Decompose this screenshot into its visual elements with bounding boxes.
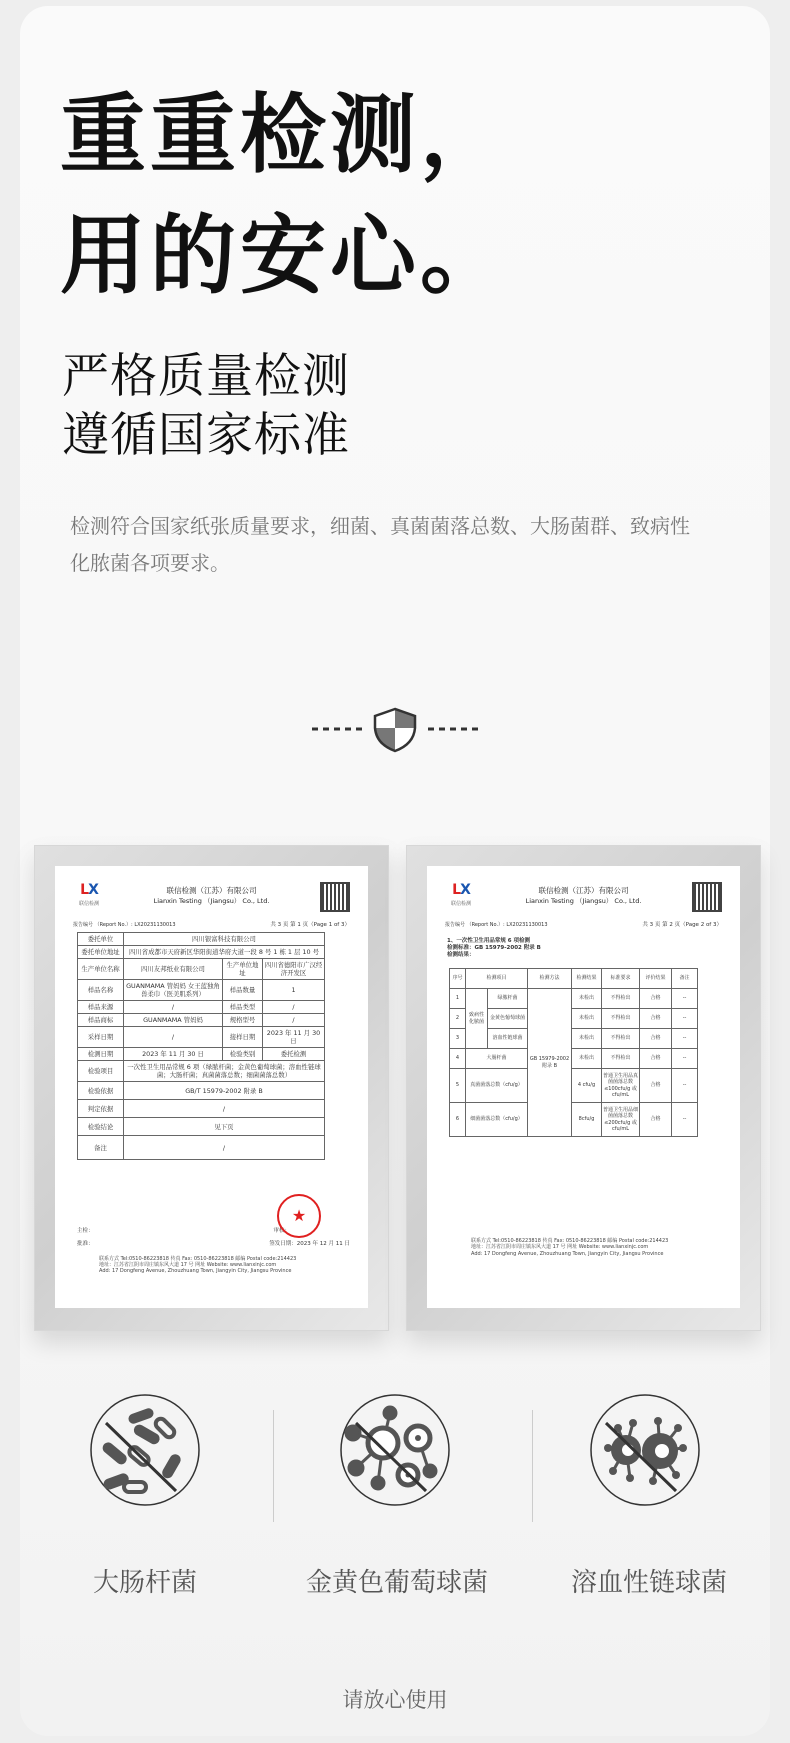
table-cell: / (262, 1014, 324, 1027)
table-row (450, 1103, 698, 1137)
table-cell: 溶血性链球菌 (488, 1029, 528, 1049)
table-row (450, 1069, 698, 1103)
table-cell: 4 cfu/g (572, 1069, 602, 1103)
official-seal: ★ (277, 1194, 321, 1238)
table-cell: 规格型号 (222, 1014, 262, 1027)
report-table (77, 932, 325, 1160)
table-row (450, 1009, 698, 1029)
table-row (78, 959, 325, 980)
table-cell: 合格 (640, 1069, 672, 1103)
table-cell: 合格 (640, 1009, 672, 1029)
table-cell: 2023 年 11 月 30 日 (124, 1048, 223, 1061)
table-cell: 2023 年 11 月 30 日 (262, 1027, 324, 1048)
table-cell: / (262, 1001, 324, 1014)
table-cell: 检测日期 (78, 1048, 124, 1061)
table-cell: 一次性卫生用品常规 6 项（绿脓杆菌；金黄色葡萄球菌；溶血性链球菌；大肠杆菌；真菌菌落总数；细菌菌落总数） (124, 1061, 325, 1082)
table-cell: -- (672, 1009, 698, 1029)
table-row (78, 1014, 325, 1027)
table-cell: 未检出 (572, 1009, 602, 1029)
table-cell: -- (672, 1029, 698, 1049)
table-cell: 样品商标 (78, 1014, 124, 1027)
table-cell: -- (672, 989, 698, 1009)
table-row (78, 1136, 325, 1160)
table-cell: 5 (450, 1069, 466, 1103)
table-cell: GUANMAMA 管妈妈 (124, 1014, 223, 1027)
qr-code-icon (692, 882, 722, 912)
table-cell: / (124, 1027, 223, 1048)
table-cell: 不得检出 (602, 1029, 640, 1049)
description: 检测符合国家纸张质量要求，细菌、真菌菌落总数、大肠菌群、致病性化脓菌各项要求。 (70, 514, 690, 575)
table-cell: 不得检出 (602, 989, 640, 1009)
table-cell: 普通卫生用品细菌菌落总数≤200cfu/g 或 cfu/mL (602, 1103, 640, 1137)
certificate-page-2: LX 联信检测 联信检测（江苏）有限公司 Lianxin Testing （Jiangsu） Co., Ltd. 报告编号 （Report No.）: LX20231130013 共 3 页 第 2 页（Page 2 of 3） 1、一次性卫生用品常规 6 项检测 检测标准：GB 15979-2002 附录 B 检测结果： 序号 检测项目 检测方法 检测结果 标准要求 评价结果 备注 1 致病性化脓菌 绿脓杆菌 GB 15979-2002 附录 B 未检出 不得检出 合格 -- 2 金黄色葡萄球菌 未检出 不得检出 合格 -- 3 溶血性链球菌 未检出 不得检出 合格 -- 4 大肠杆菌 未检出 不得检出 合格 -- 5 真菌菌落总数（cfu/g） 4 cfu/g 普通卫生用品真菌菌落总数≤100cfu/g 或 cfu/mL 合格 -- 6 细菌菌落总数（cfu/g） 8cfu/g 普通卫生用品细菌菌落总数≤200cfu/g 或 cfu/mL 合格 -- 联系方式 Tel:0510-86223818 传真 Fax: 0510-86223818 邮编 Postal code:214423 地址：江苏省江阴市周庄镇东风大道 17 号 网址 Website: www.lianxinjc.com Add: 17 Dongfeng Avenue, Zhouzhuang Town, Jiangyin City, Jiangsu Province (406, 845, 761, 1331)
bacteria-label: 大肠杆菌 (92, 1568, 197, 1598)
footer-text: 请放心使用 (342, 1688, 448, 1712)
table-cell: 绿脓杆菌 (488, 989, 528, 1009)
table-cell: 不得检出 (602, 1049, 640, 1069)
table-cell: 检验类别 (222, 1048, 262, 1061)
table-cell: 真菌菌落总数（cfu/g） (466, 1069, 528, 1103)
table-cell: 生产单位名称 (78, 959, 124, 980)
table-cell: 3 (450, 1029, 466, 1049)
table-cell: 合格 (640, 1103, 672, 1137)
table-cell: 检验依据 (78, 1082, 124, 1100)
table-cell: 未检出 (572, 1029, 602, 1049)
table-cell: 2 (450, 1009, 466, 1029)
lianxin-logo: LX 联信检测 (450, 882, 471, 907)
table-cell: 金黄色葡萄球菌 (488, 1009, 528, 1029)
bacteria-label: 溶血性链球菌 (570, 1568, 727, 1598)
headline-line1: 重重检测， (60, 85, 510, 185)
table-row (78, 1100, 325, 1118)
lianxin-logo: LX 联信检测 (78, 882, 99, 907)
table-cell: 判定依据 (78, 1100, 124, 1118)
table-cell: 样品名称 (78, 980, 124, 1001)
table-cell: 致病性化脓菌 (466, 989, 488, 1049)
shield-icon (375, 709, 415, 751)
table-cell: 样品来源 (78, 1001, 124, 1014)
table-cell: 四川友邦纸业有限公司 (124, 959, 223, 980)
table-cell: 合格 (640, 1029, 672, 1049)
header-cell: 检测方法 (528, 969, 572, 989)
table-cell: / (124, 1100, 325, 1118)
table-cell: -- (672, 1069, 698, 1103)
table-cell: 检验结论 (78, 1118, 124, 1136)
staphylococcus-banned-icon (338, 1393, 452, 1507)
header-cell: 备注 (672, 969, 698, 989)
certificate-page-1: LX 联信检测 联信检测（江苏）有限公司 Lianxin Testing （Jiangsu） Co., Ltd. 报告编号 （Report No.）: LX20231130013 共 3 页 第 1 页（Page 1 of 3） 委托单位 四川银富科技有限公司 委托单位地址 四川省成都市天府新区华阳街道华府大道一段 8 号 1 栋 1 层 10 号 生产单位名称 四川友邦纸业有限公司 生产单位地址 四川省德阳市广汉经济开发区 样品名称 GUANMAMA 管妈妈 女王蓝独角兽柔巾（医美肌系列） 样品数量 1 样品来源 / 样品类型 / 样品商标 GUANMAMA 管妈妈 规格型号 / 采样日期 / 接样日期 2023 年 11 月 30 日 检测日期 2023 年 11 月 30 日 检验类别 委托检测 检验项目 一次性卫生用品常规 6 项（绿脓杆菌；金黄色葡萄球菌；溶血性链球菌；大肠杆菌；真菌菌落总数；细菌菌落总数） 检验依据 GB/T 15979-2002 附录 B 判定依据 / 检验结论 见下页 备注 / 主检： 审核： 批准： 签发日期：2023 年 12 月 11 日 联系方式 Tel:0510-86223818 传真 Fax: 0510-86223818 邮编 Postal code:214423 地址：江苏省江阴市周庄镇东风大道 17 号 网址 Website: www.lianxinjc.com Add: 17 Dongfeng Avenue, Zhouzhuang Town, Jiangyin City, Jiangsu Province ★ (34, 845, 389, 1331)
results-table (449, 968, 698, 1137)
table-cell: 四川省成都市天府新区华阳街道华府大道一段 8 号 1 栋 1 层 10 号 (124, 946, 325, 959)
table-cell: 生产单位地址 (222, 959, 262, 980)
table-cell: 合格 (640, 989, 672, 1009)
table-cell: 细菌菌落总数（cfu/g） (466, 1103, 528, 1137)
table-cell: 1 (450, 989, 466, 1009)
table-row (78, 1082, 325, 1100)
header-cell: 检测结果 (572, 969, 602, 989)
table-cell: 1 (262, 980, 324, 1001)
separator (532, 1410, 533, 1522)
subheading-line1: 严格质量检测 (62, 349, 350, 404)
table-row (450, 989, 698, 1009)
table-cell: 委托单位地址 (78, 946, 124, 959)
table-cell: 样品数量 (222, 980, 262, 1001)
table-cell: 6 (450, 1103, 466, 1137)
table-cell: 接样日期 (222, 1027, 262, 1048)
table-cell: GB 15979-2002 附录 B (528, 989, 572, 1137)
table-cell: 未检出 (572, 989, 602, 1009)
separator (273, 1410, 274, 1522)
table-cell: 普通卫生用品真菌菌落总数≤100cfu/g 或 cfu/mL (602, 1069, 640, 1103)
table-row (450, 1029, 698, 1049)
table-cell: 四川银富科技有限公司 (124, 933, 325, 946)
table-row (78, 980, 325, 1001)
table-cell: GB/T 15979-2002 附录 B (124, 1082, 325, 1100)
table-row (78, 1048, 325, 1061)
table-cell: 四川省德阳市广汉经济开发区 (262, 959, 324, 980)
table-cell: / (124, 1001, 223, 1014)
table-cell: 大肠杆菌 (466, 1049, 528, 1069)
subheading-line2: 遵循国家标准 (62, 408, 350, 463)
table-cell: 样品类型 (222, 1001, 262, 1014)
bacteria-label: 金黄色葡萄球菌 (305, 1568, 488, 1598)
table-cell: -- (672, 1049, 698, 1069)
header-cell: 序号 (450, 969, 466, 989)
headline-line2: 用的安心。 (60, 206, 510, 306)
table-cell: 4 (450, 1049, 466, 1069)
table-row (78, 933, 325, 946)
table-row (78, 1118, 325, 1136)
table-cell: 委托检测 (262, 1048, 324, 1061)
table-cell: -- (672, 1103, 698, 1137)
table-row (78, 946, 325, 959)
table-cell: GUANMAMA 管妈妈 女王蓝独角兽柔巾（医美肌系列） (124, 980, 223, 1001)
qr-code-icon (320, 882, 350, 912)
table-cell: 委托单位 (78, 933, 124, 946)
table-cell: 合格 (640, 1049, 672, 1069)
header-cell: 检测项目 (466, 969, 528, 989)
table-row (450, 1049, 698, 1069)
table-cell: 采样日期 (78, 1027, 124, 1048)
table-header (450, 969, 698, 989)
e-coli-banned-icon (88, 1393, 202, 1507)
header-cell: 标准要求 (602, 969, 640, 989)
streptococcus-banned-icon (588, 1393, 702, 1507)
table-cell: 检验项目 (78, 1061, 124, 1082)
table-row (78, 1061, 325, 1082)
table-cell: 8cfu/g (572, 1103, 602, 1137)
table-cell: 未检出 (572, 1049, 602, 1069)
table-cell: 不得检出 (602, 1009, 640, 1029)
shield-divider (310, 700, 480, 760)
header-cell: 评价结果 (640, 969, 672, 989)
table-cell: 见下页 (124, 1118, 325, 1136)
table-cell: / (124, 1136, 325, 1160)
table-row (78, 1027, 325, 1048)
table-cell: 备注 (78, 1136, 124, 1160)
table-row (78, 1001, 325, 1014)
